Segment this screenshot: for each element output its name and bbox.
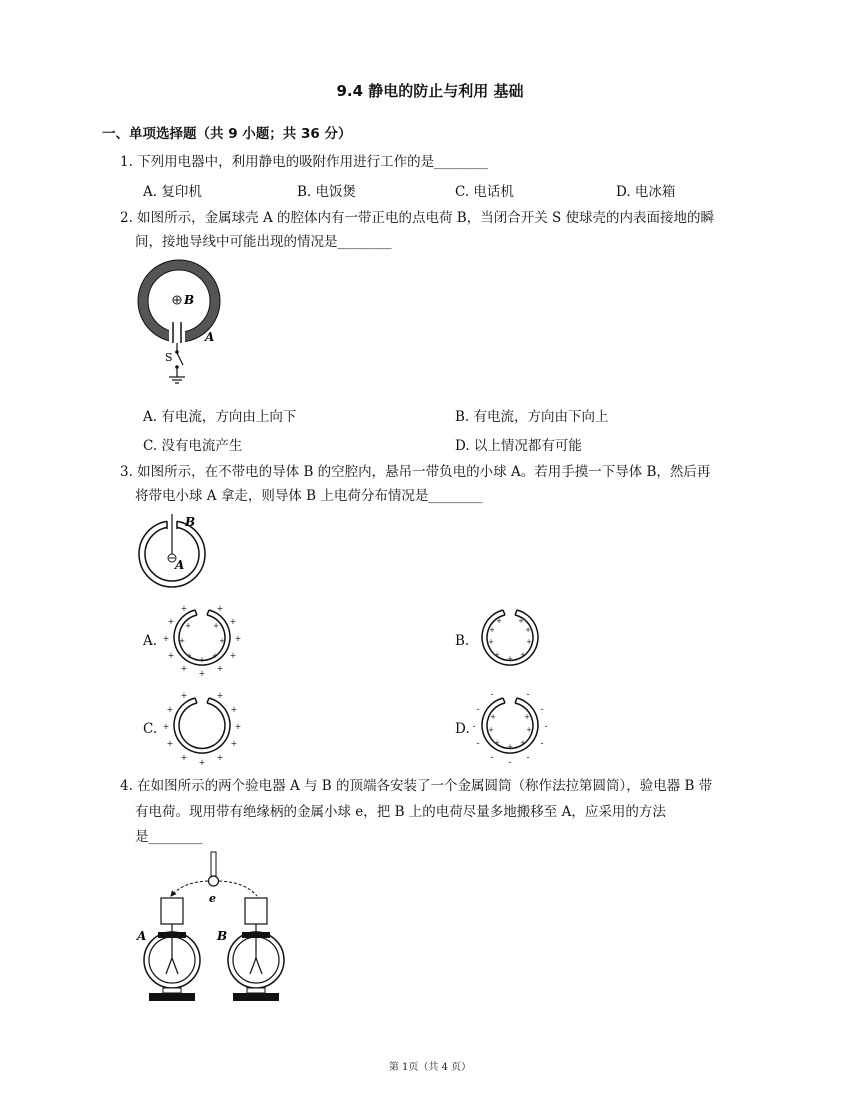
q1-option-b[interactable]: B. 电饭煲 [297,184,357,200]
q2-figure-shell [135,255,225,395]
q2-option-d[interactable]: D. 以上情况都有可能 [455,438,582,454]
svg-text:+: + [229,617,237,626]
svg-text:+: + [489,626,495,634]
q1-option-c[interactable]: C. 电话机 [455,184,514,200]
page-footer: 第 1页（共 4 页） [388,1062,472,1073]
svg-text:+: + [524,713,530,721]
svg-text:-: - [540,705,544,715]
q2-option-a[interactable]: A. 有电流，方向由上向下 [143,409,297,425]
svg-text:-: - [472,722,476,732]
svg-text:-: - [540,739,544,749]
q1-option-a[interactable]: A. 复印机 [143,184,202,200]
q3-option-b-figure[interactable] [470,600,550,680]
svg-text:+: + [496,617,502,625]
svg-text:+: + [185,622,191,630]
svg-text:+: + [488,638,494,646]
svg-text:+: + [162,722,170,731]
svg-text:+: + [518,617,524,625]
svg-text:+: + [230,739,238,748]
question-4-stem-line2: 有电荷。现用带有绝缘柄的金属小球 e，把 B 上的电荷尽量多地搬移至 A，应采用的方法 [135,804,666,820]
svg-text:-: - [476,739,480,749]
svg-text:+: + [167,617,175,626]
svg-text:+: + [230,705,238,714]
svg-text:-: - [490,690,494,700]
svg-text:+: + [180,753,188,762]
q3-label-b: B [185,515,196,529]
q3-option-d-label[interactable]: D. [455,721,470,737]
svg-text:+: + [162,634,170,643]
svg-text:+: + [212,652,218,660]
q3-option-a-figure[interactable] [162,600,242,680]
svg-text:+: + [494,651,500,659]
page-title: 9.4 静电的防止与利用 基础 [336,82,524,100]
svg-text:+: + [219,637,225,645]
svg-text:+: + [507,655,513,663]
q3-label-a: A [175,558,185,572]
svg-text:-: - [544,722,548,732]
svg-text:+: + [180,604,188,613]
q3-option-c-label[interactable]: C. [143,721,158,737]
svg-text:+: + [180,664,188,673]
question-2-stem-line1: 2. 如图所示，金属球壳 A 的腔体内有一带正电的点电荷 B，当闭合开关 S 使球壳的内表面接地的瞬 [120,210,715,226]
svg-text:+: + [213,622,219,630]
svg-text:-: - [508,758,512,768]
svg-text:-: - [476,705,480,715]
q2-label-b: B [184,293,195,307]
svg-text:-: - [526,753,530,763]
q3-option-d-figure[interactable] [470,688,550,768]
svg-text:+: + [494,739,500,747]
svg-text:+: + [234,634,242,643]
question-3-stem-line2: 将带电小球 A 拿走，则导体 B 上电荷分布情况是________ [135,488,483,504]
svg-text:+: + [167,651,175,660]
q2-option-b[interactable]: B. 有电流，方向由下向上 [455,409,609,425]
q4-label-e: e [209,892,216,905]
svg-text:+: + [199,656,205,664]
svg-text:+: + [216,604,224,613]
svg-text:+: + [216,753,224,762]
svg-text:+: + [520,651,526,659]
svg-text:-: - [526,690,530,700]
q1-option-d[interactable]: D. 电冰箱 [616,184,676,200]
svg-text:+: + [526,638,532,646]
q2-option-c[interactable]: C. 没有电流产生 [143,438,243,454]
svg-text:+: + [488,726,494,734]
svg-text:+: + [234,722,242,731]
svg-text:+: + [520,739,526,747]
q3-option-a-label[interactable]: A. [143,633,158,649]
svg-text:+: + [525,626,531,634]
q2-label-s: S [165,351,173,364]
svg-text:+: + [229,651,237,660]
q4-figure-electroscopes [135,850,300,1010]
section-heading: 一、单项选择题（共 9 小题；共 36 分） [102,126,352,142]
svg-text:+: + [216,691,224,700]
q4-label-a: A [137,929,147,943]
svg-text:-: - [490,753,494,763]
question-2-stem-line2: 间，接地导线中可能出现的情况是________ [135,234,392,250]
question-3-stem-line1: 3. 如图所示，在不带电的导体 B 的空腔内，悬吊一带负电的小球 A。若用手摸一下导体 B，然后再 [120,464,711,480]
q4-label-b: B [217,929,228,943]
svg-text:+: + [179,637,185,645]
question-1-stem: 1. 下列用电器中，利用静电的吸附作用进行工作的是________ [120,154,489,170]
svg-text:+: + [186,652,192,660]
svg-text:+: + [180,691,188,700]
question-4-stem-line1: 4. 在如图所示的两个验电器 A 与 B 的顶端各安装了一个金属圆筒（称作法拉第圆筒），验电器 B 带 [120,778,713,794]
q2-label-a: A [205,330,215,344]
svg-text:+: + [490,713,496,721]
q3-figure-cavity [135,512,215,592]
svg-text:+: + [198,669,206,678]
question-4-stem-line3: 是________ [135,829,203,845]
svg-text:+: + [166,705,174,714]
svg-text:+: + [198,758,206,767]
svg-text:+: + [216,664,224,673]
svg-text:+: + [526,726,532,734]
q3-option-b-label[interactable]: B. [455,633,470,649]
svg-text:+: + [166,739,174,748]
svg-text:+: + [507,743,513,751]
q3-option-c-figure[interactable] [162,688,242,768]
